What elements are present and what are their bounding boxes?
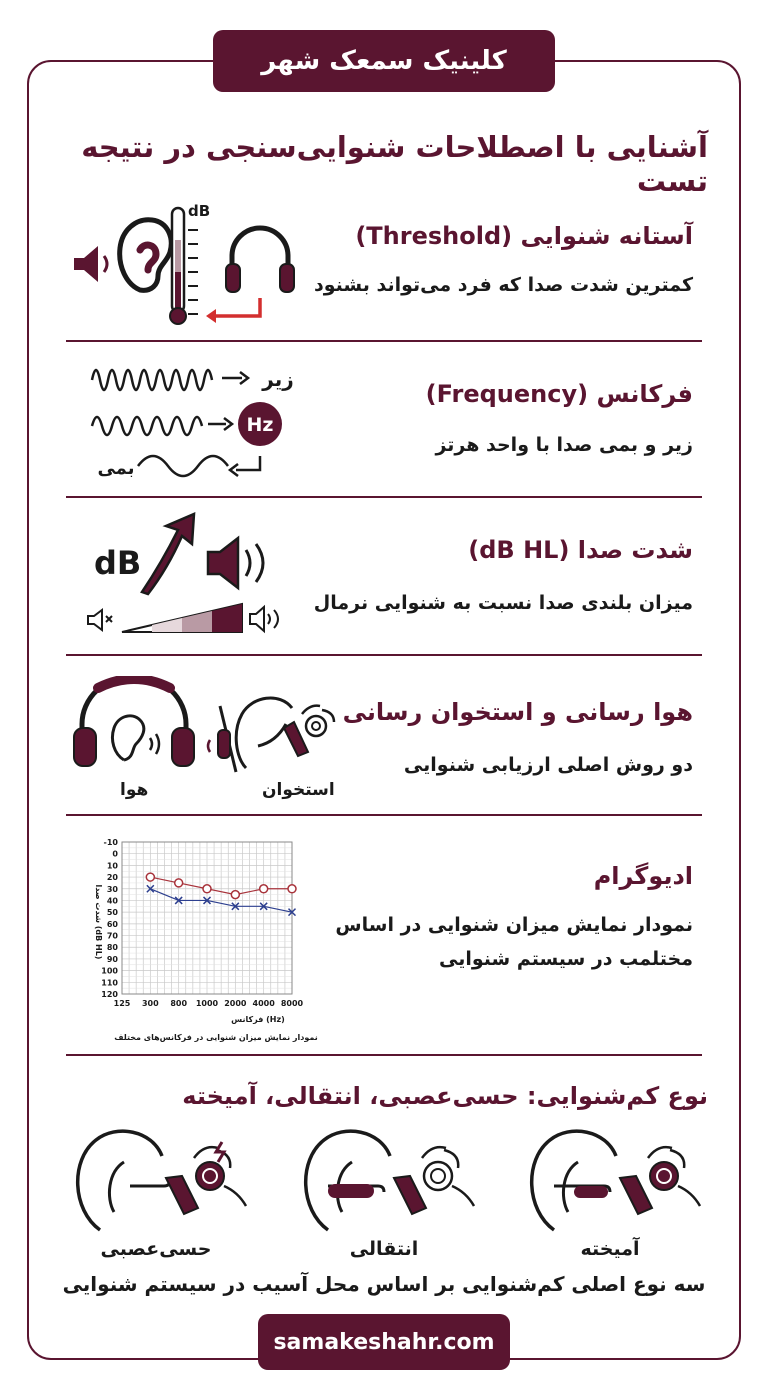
high-frequency-wave <box>92 370 212 390</box>
website-link[interactable]: samakeshahr.com <box>258 1314 510 1370</box>
intensity-title: شدت صدا (dB HL) <box>468 536 693 564</box>
y-tick-label: 0 <box>112 849 118 859</box>
mixed-ear-illustration <box>524 1126 704 1236</box>
svg-text:Hz: Hz <box>246 414 274 436</box>
volume-bar <box>122 604 242 632</box>
bone-conduction-label: استخوان <box>262 780 335 800</box>
threshold-desc: کمترین شدت صدا که فرد می‌تواند بشنود <box>313 274 693 296</box>
data-point <box>175 879 183 887</box>
data-point <box>288 885 296 893</box>
data-point <box>203 885 211 893</box>
y-tick-label: 110 <box>101 978 118 988</box>
threshold-arrow <box>214 298 260 316</box>
data-point <box>146 873 154 881</box>
type-label-mixed: آمیخته <box>580 1238 640 1260</box>
conduction-title: هوا رسانی و استخوان رسانی <box>342 698 693 726</box>
y-tick-label: 90 <box>106 954 118 964</box>
hearing-loss-title: نوع کم‌شنوایی: حسی‌عصبی، انتقالی، آمیخته <box>182 1082 708 1110</box>
audiogram-title: ادیوگرام <box>593 862 693 890</box>
threshold-title: آستانه شنوایی (Threshold) <box>355 222 693 250</box>
low-pitch-label: بمی <box>97 458 135 479</box>
y-tick-label: 80 <box>106 943 118 953</box>
divider <box>66 340 702 342</box>
page-title: آشنایی با اصطلاحات شنوایی‌سنجی در نتیجه تست <box>81 130 708 198</box>
thermometer-icon <box>170 208 198 324</box>
bone-conduction-icon <box>208 698 334 772</box>
conduction-desc: دو روش اصلی ارزیابی شنوایی <box>403 754 693 776</box>
headphones-air-icon <box>74 676 194 766</box>
y-axis-label: شدت صدا (dB HL) <box>94 884 103 960</box>
data-point <box>260 885 268 893</box>
high-pitch-label: زیر <box>262 367 294 391</box>
low-frequency-wave <box>138 456 228 476</box>
hearing-loss-desc: سه نوع اصلی کم‌شنوایی بر اساس محل آسیب در سیستم شنوایی <box>62 1272 706 1296</box>
audiogram-desc-line2: مختلمب در سیستم شنوایی <box>438 948 693 970</box>
air-conduction-label: هوا <box>120 780 149 800</box>
audiogram-chart <box>74 832 344 1048</box>
lightning-icon <box>216 1142 224 1162</box>
chart-caption: نمودار نمایش میزان شنوایی در فرکانس‌های مختلف <box>114 1033 318 1042</box>
headphones-icon <box>226 228 294 292</box>
frequency-title: فرکانس (Frequency) <box>425 380 693 408</box>
x-tick-label: 800 <box>170 999 188 1008</box>
chart-grid <box>122 842 292 994</box>
frequency-desc: زیر و بمی صدا با واحد هرتز <box>435 434 693 456</box>
x-axis-ticks <box>114 999 304 1008</box>
x-tick-label: 8000 <box>280 999 304 1008</box>
y-tick-label: -10 <box>103 838 118 847</box>
intensity-desc: میزان بلندی صدا نسبت به شنوایی نرمال <box>313 592 693 614</box>
x-axis-label: فرکانس (Hz) <box>231 1015 285 1024</box>
divider <box>66 1054 702 1056</box>
y-tick-label: 50 <box>106 908 118 918</box>
intensity-illustration <box>84 510 284 640</box>
mid-frequency-wave <box>92 417 202 435</box>
divider <box>66 814 702 816</box>
divider <box>66 654 702 656</box>
conduction-illustration <box>70 676 350 786</box>
divider <box>66 496 702 498</box>
conductive-ear-illustration <box>298 1126 478 1236</box>
y-tick-label: 70 <box>106 931 118 941</box>
sensorineural-ear-illustration <box>70 1126 250 1236</box>
y-tick-label: 60 <box>106 919 118 929</box>
x-tick-label: 4000 <box>252 999 275 1008</box>
y-tick-label: 10 <box>106 861 118 871</box>
y-tick-label: 40 <box>106 896 118 906</box>
frequency-illustration <box>88 358 302 482</box>
y-tick-label: 20 <box>106 873 118 883</box>
x-tick-label: 1000 <box>195 999 219 1008</box>
speaker-loud-icon <box>208 538 263 588</box>
x-tick-label: 2000 <box>224 999 247 1008</box>
threshold-illustration <box>70 200 300 328</box>
speaker-volume-icon <box>250 607 278 631</box>
intensity-db-label: dB <box>94 544 142 582</box>
y-tick-label: 120 <box>101 990 118 999</box>
x-tick-label: 125 <box>113 999 131 1008</box>
y-tick-label: 30 <box>106 884 118 894</box>
speaker-icon <box>74 246 107 282</box>
data-point <box>231 891 239 899</box>
y-tick-label: 100 <box>101 966 118 976</box>
type-label-conductive: انتقالی <box>349 1238 419 1260</box>
x-tick-label: 300 <box>141 999 159 1008</box>
arrow-up-icon <box>142 514 194 594</box>
clinic-name-badge: کلینیک سمعک شهر <box>213 30 555 92</box>
threshold-db-label: dB <box>188 202 211 220</box>
speaker-muted-icon <box>88 610 112 630</box>
audiogram-desc-line1: نمودار نمایش میزان شنوایی در اساس <box>335 914 693 936</box>
blockage-icon <box>328 1184 374 1198</box>
ear-icon <box>120 220 172 291</box>
type-label-sensorineural: حسی‌عصبی <box>100 1238 212 1260</box>
